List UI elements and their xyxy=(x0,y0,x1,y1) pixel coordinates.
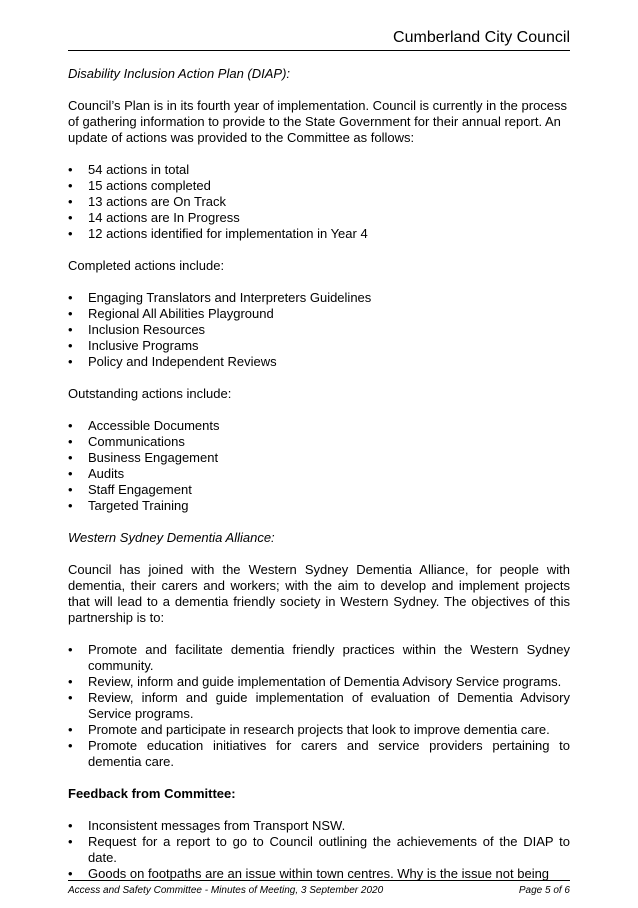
completed-actions-heading: Completed actions include: xyxy=(68,258,225,273)
outstanding-actions-heading: Outstanding actions include: xyxy=(68,386,232,401)
list-item: • 13 actions are On Track xyxy=(68,194,570,210)
list-item: • Staff Engagement xyxy=(68,482,570,498)
list-item: • Communications xyxy=(68,434,570,450)
list-item: • 14 actions are In Progress xyxy=(68,210,570,226)
footer-meeting-info: Access and Safety Committee - Minutes of Meeting, 3 September 2020 xyxy=(68,885,384,896)
list-item: • Inclusion Resources xyxy=(68,322,570,338)
dementia-intro: Council has joined with the Western Sydney Dementia Alliance, for people with dementia, their carers and workers; with the aim to develop and implement projects that will lead to a dementia friendly society in Western Sydney. The objectives of this partnership is to: xyxy=(68,562,570,625)
list-item: • Inconsistent messages from Transport NSW. xyxy=(68,818,570,834)
dementia-objectives-list xyxy=(68,642,570,770)
dementia-section-title: Western Sydney Dementia Alliance: xyxy=(68,530,275,545)
list-item: • Promote education initiatives for carers and service providers pertaining to dementia care. xyxy=(68,738,570,770)
list-item: • Inclusive Programs xyxy=(68,338,570,354)
feedback-section-title: Feedback from Committee: xyxy=(68,786,236,801)
list-item: • Engaging Translators and Interpreters Guidelines xyxy=(68,290,570,306)
list-item: • Targeted Training xyxy=(68,498,570,514)
diap-intro: Council’s Plan is in its fourth year of implementation. Council is currently in the process of gathering information to provide to the State Government for their annual report. An update of actions was provided to the Committee as follows: xyxy=(68,98,568,145)
page-footer xyxy=(68,880,570,897)
list-item: • Review, inform and guide implementation of Dementia Advisory Service programs. xyxy=(68,674,570,690)
list-item: • 54 actions in total xyxy=(68,162,570,178)
list-item: • Goods on footpaths are an issue within town centres. Why is the issue not being xyxy=(68,866,570,882)
list-item: • Request for a report to go to Council outlining the achievements of the DIAP to date. xyxy=(68,834,570,866)
diap-stats-list xyxy=(68,162,570,242)
list-item: • Promote and participate in research projects that look to improve dementia care. xyxy=(68,722,570,738)
diap-section-title: Disability Inclusion Action Plan (DIAP): xyxy=(68,66,291,81)
outstanding-actions-list xyxy=(68,418,570,514)
list-item: • Accessible Documents xyxy=(68,418,570,434)
list-item: • 15 actions completed xyxy=(68,178,570,194)
document-body xyxy=(68,66,570,898)
list-item: • 12 actions identified for implementation in Year 4 xyxy=(68,226,570,242)
list-item: • Audits xyxy=(68,466,570,482)
list-item: • Regional All Abilities Playground xyxy=(68,306,570,322)
list-item: • Promote and facilitate dementia friendly practices within the Western Sydney community. xyxy=(68,642,570,674)
feedback-list xyxy=(68,818,570,882)
page-header xyxy=(68,28,570,51)
organisation-name: Cumberland City Council xyxy=(393,29,570,46)
list-item: • Policy and Independent Reviews xyxy=(68,354,570,370)
footer-page-number: Page 5 of 6 xyxy=(518,885,570,896)
list-item: • Business Engagement xyxy=(68,450,570,466)
completed-actions-list xyxy=(68,290,570,370)
list-item: • Review, inform and guide implementation of evaluation of Dementia Advisory Service programs. xyxy=(68,690,570,722)
